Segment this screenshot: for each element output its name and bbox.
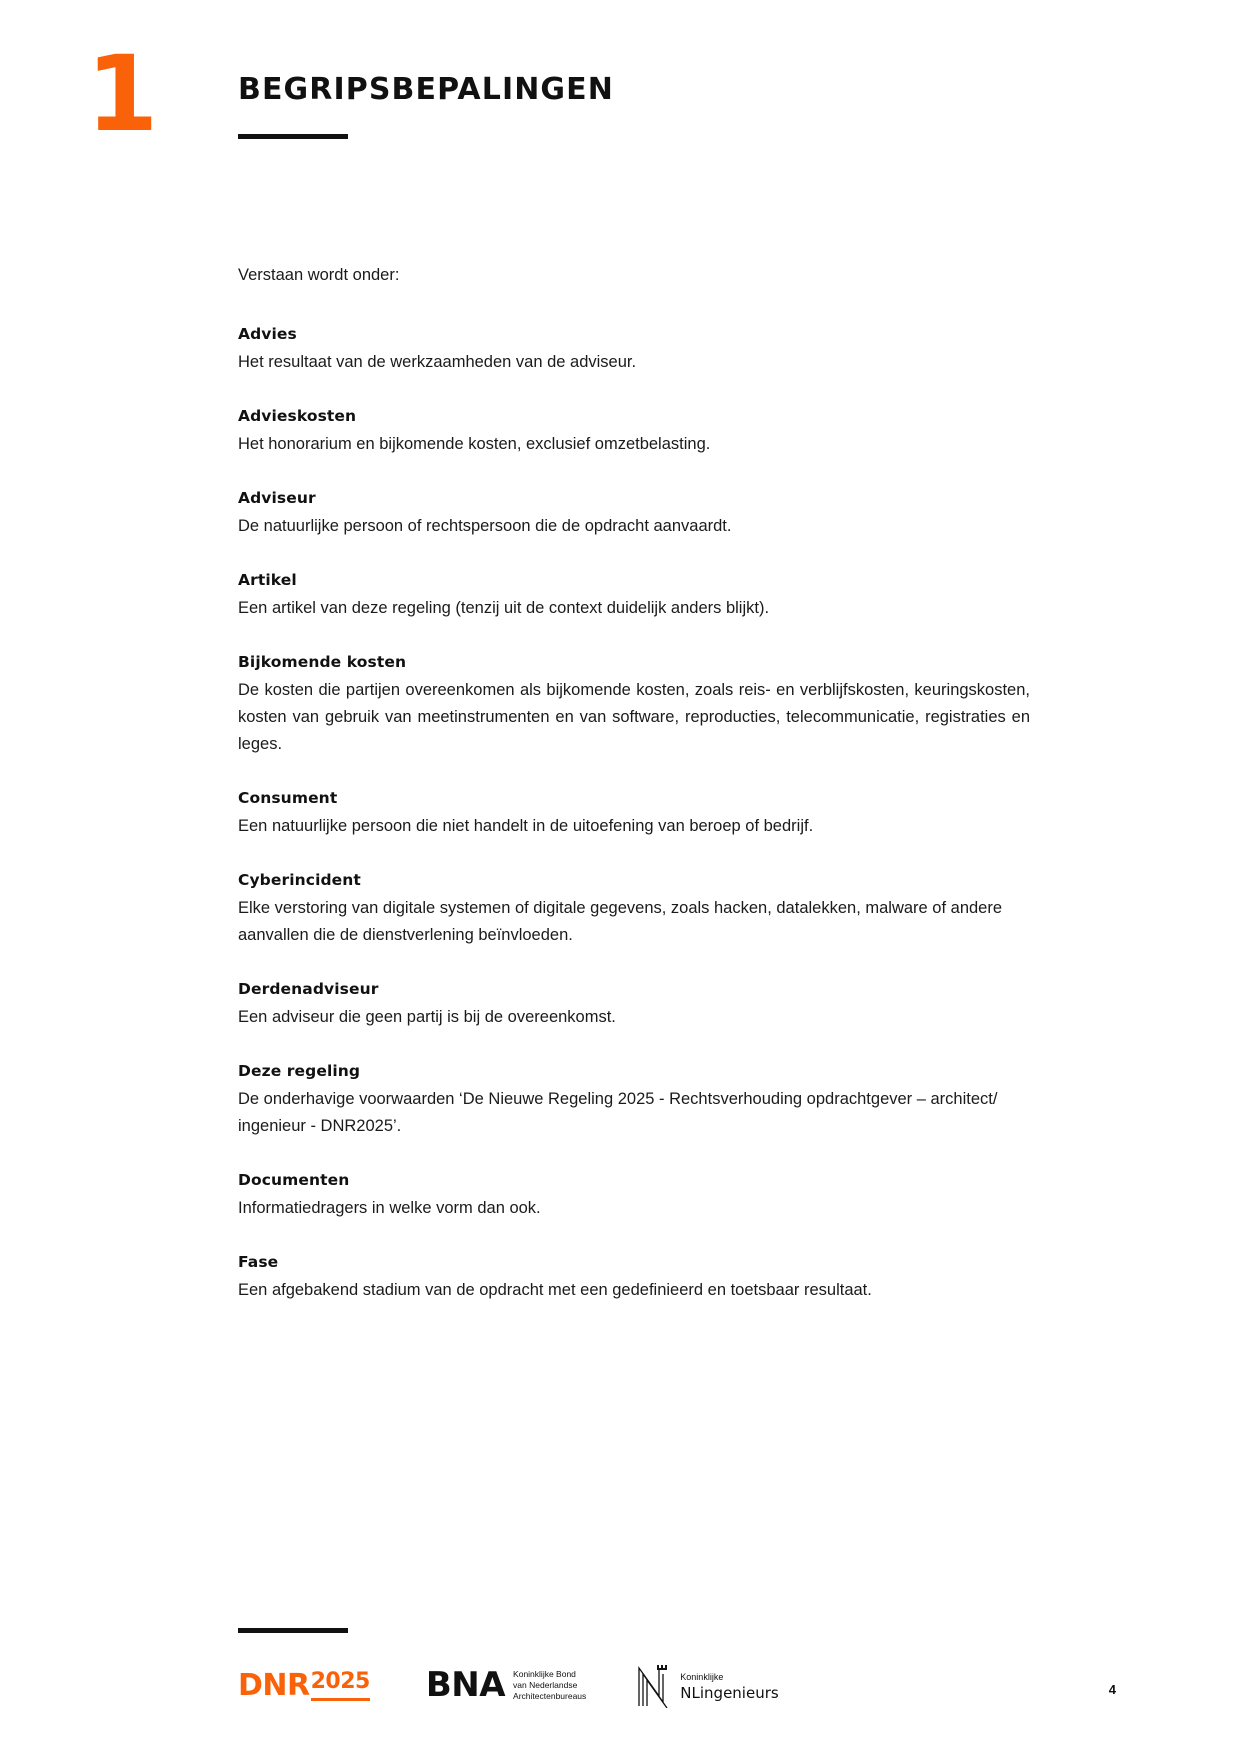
definition-term: Deze regeling [238,1062,361,1080]
definition-term: Consument [238,789,338,807]
footer-rule [238,1628,348,1633]
definition-text: Een natuurlijke persoon die niet handelt in de uitoefening van beroep of bedrijf. [238,817,814,835]
chapter-number: 1 [86,33,157,155]
definition-text: Het resultaat van de werkzaamheden van de adviseur. [238,353,637,371]
definition-entry [238,1250,1030,1304]
definition-text: De onderhavige voorwaarden ‘De Nieuwe Regeling 2025 - Rechtsverhouding opdrachtgever – architect/ ingenieur - DNR2025’. [238,1090,998,1135]
nlingenieurs-name-label: NLingenieurs [680,1684,779,1702]
definition-term: Cyberincident [238,871,361,889]
dnr-logo-word: DNR [238,1668,310,1703]
definition-text: Elke verstoring van digitale systemen of digitale gegevens, zoals hacken, datalekken, malware of andere aanvallen die de dienstverlening beïnvloeden. [238,899,1003,944]
definition-term: Derdenadviseur [238,980,379,998]
definition-text: Het honorarium en bijkomende kosten, exclusief omzetbelasting. [238,435,711,453]
definition-entry [238,322,1030,376]
definition-term: Artikel [238,571,297,589]
definition-text: De kosten die partijen overeenkomen als bijkomende kosten, zoals reis- en verblijfskosten, keuringskosten, kosten van gebruik van meetinstrumenten en van software, reproducties, telecommunicatie, registraties en leges. [238,681,1030,753]
footer-logos [238,1662,779,1708]
page-footer [0,1594,1240,1754]
definition-entry [238,1168,1030,1222]
dnr-logo [238,1669,370,1701]
title-block [238,72,614,139]
nlingenieurs-mark-icon [636,1662,672,1708]
definition-text: Een afgebakend stadium van de opdracht met een gedefinieerd en toetsbaar resultaat. [238,1281,872,1299]
nlingenieurs-logo-text [680,1667,778,1703]
definition-entry [238,868,1030,949]
page-title: BEGRIPSBEPALINGEN [238,72,614,107]
definition-entry [238,404,1030,458]
nlingenieurs-logo [636,1662,778,1708]
definition-list [238,322,1030,1304]
definition-entry [238,977,1030,1031]
bna-logo-subtitle [513,1669,586,1702]
definition-term: Fase [238,1253,279,1271]
bna-subtitle-line-3: Architectenbureaus [513,1690,587,1701]
definition-entry [238,1059,1030,1140]
definition-text: Een artikel van deze regeling (tenzij uit de context duidelijk anders blijkt). [238,599,770,617]
definition-text: De natuurlijke persoon of rechtspersoon die de opdracht aanvaardt. [238,517,732,535]
page-header [0,0,1240,210]
definition-entry [238,568,1030,622]
nlingenieurs-kon-label: Koninklijke [680,1672,724,1682]
page-number: 4 [1108,1682,1116,1697]
definitions-content [238,262,1030,1332]
bna-subtitle-line-2: van Nederlandse [513,1679,578,1690]
bna-logo-word: BNA [425,1665,506,1705]
definition-text: Een adviseur die geen partij is bij de overeenkomst. [238,1008,616,1026]
definition-term: Adviseur [238,489,316,507]
definition-entry [238,786,1030,840]
bna-subtitle-line-1: Koninklijke Bond [513,1668,576,1679]
definition-term: Advieskosten [238,407,357,425]
title-underline-rule [238,134,348,139]
definition-text: Informatiedragers in welke vorm dan ook. [238,1199,541,1217]
intro-text: Verstaan wordt onder: [238,266,400,284]
dnr-logo-year: 2025 [311,1669,370,1701]
definition-entry [238,486,1030,540]
definition-entry [238,650,1030,758]
definition-term: Bijkomende kosten [238,653,407,671]
bna-logo [425,1665,587,1705]
definition-term: Documenten [238,1171,350,1189]
definition-term: Advies [238,325,297,343]
